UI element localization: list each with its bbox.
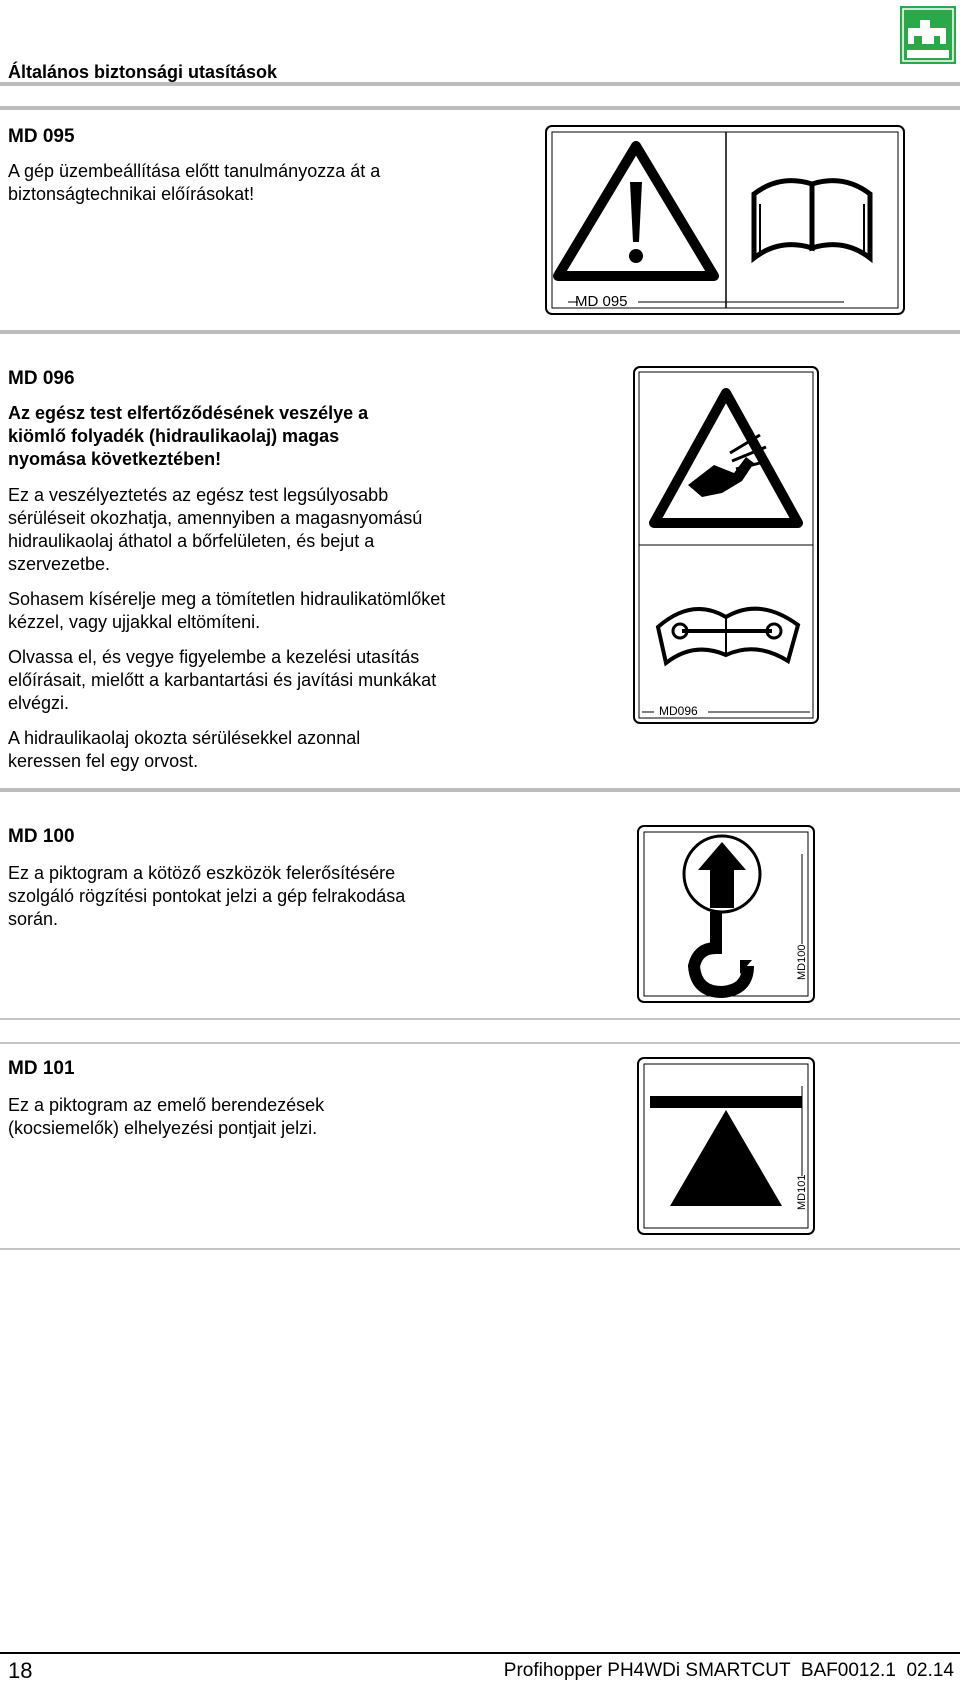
amazone-logo [900,6,956,64]
md096-pictogram [632,365,820,730]
md100-pictogram-label: MD100 [796,944,808,980]
footer-divider [0,1652,960,1654]
page-title: Általános biztonsági utasítások [8,62,278,82]
md100-text: Ez a piktogram a kötöző eszközök felerősítésére szolgáló rögzítési pontokat jelzi a gép felrakodása során. [8,863,406,929]
md096-paragraph: Ez a veszélyeztetés az egész test legsúlyosabb sérüléseit okozhatja, amennyiben a magasnyomású hidraulikaolaj áthatol a bőrfelületen, és bejut a szervezetbe. [8,485,423,574]
md095-text: A gép üzembeállítása előtt tanulmányozza át a biztonságtechnikai előírásokat! [8,161,381,204]
md101-text: Ez a piktogram az emelő berendezések (kocsiemelők) elhelyezési pontjait jelzi. [8,1095,325,1138]
section-divider [0,1042,960,1044]
md095-pictogram-label: MD 095 [575,293,628,310]
md096-pictogram-label: MD096 [659,704,698,718]
document-reference: Profihopper PH4WDi SMARTCUT BAF0012.1 02.14 [503,1660,954,1681]
page-number: 18 [8,1658,33,1683]
section-divider [0,106,960,110]
section-divider [0,330,960,334]
section-code-md096: MD 096 [8,368,75,389]
md101-pictogram [636,1056,816,1241]
md095-pictogram [544,124,906,321]
section-divider [0,1248,960,1250]
md101-pictogram-label: MD101 [796,1174,808,1210]
md096-paragraph: Sohasem kísérelje meg a tömítetlen hidraulikatömlőket kézzel, vagy ujjakkal eltömíteni. [8,589,446,632]
md096-paragraph: Olvassa el, és vegye figyelembe a kezelési utasítás előírásait, mielőtt a karbantartási és javítási munkákat elvégzi. [8,647,437,713]
md100-pictogram [636,824,816,1009]
section-divider [0,1018,960,1020]
section-code-md100: MD 100 [8,826,75,847]
md096-paragraph: A hidraulikaolaj okozta sérülésekkel azonnal keressen fel egy orvost. [8,728,361,771]
md096-warning: Az egész test elfertőződésének veszélye a kiömlő folyadék (hidraulikaolaj) magas nyomása következtében! [8,403,369,469]
header-divider [0,82,960,86]
section-divider [0,788,960,792]
section-code-md095: MD 095 [8,126,75,147]
section-code-md101: MD 101 [8,1058,75,1079]
